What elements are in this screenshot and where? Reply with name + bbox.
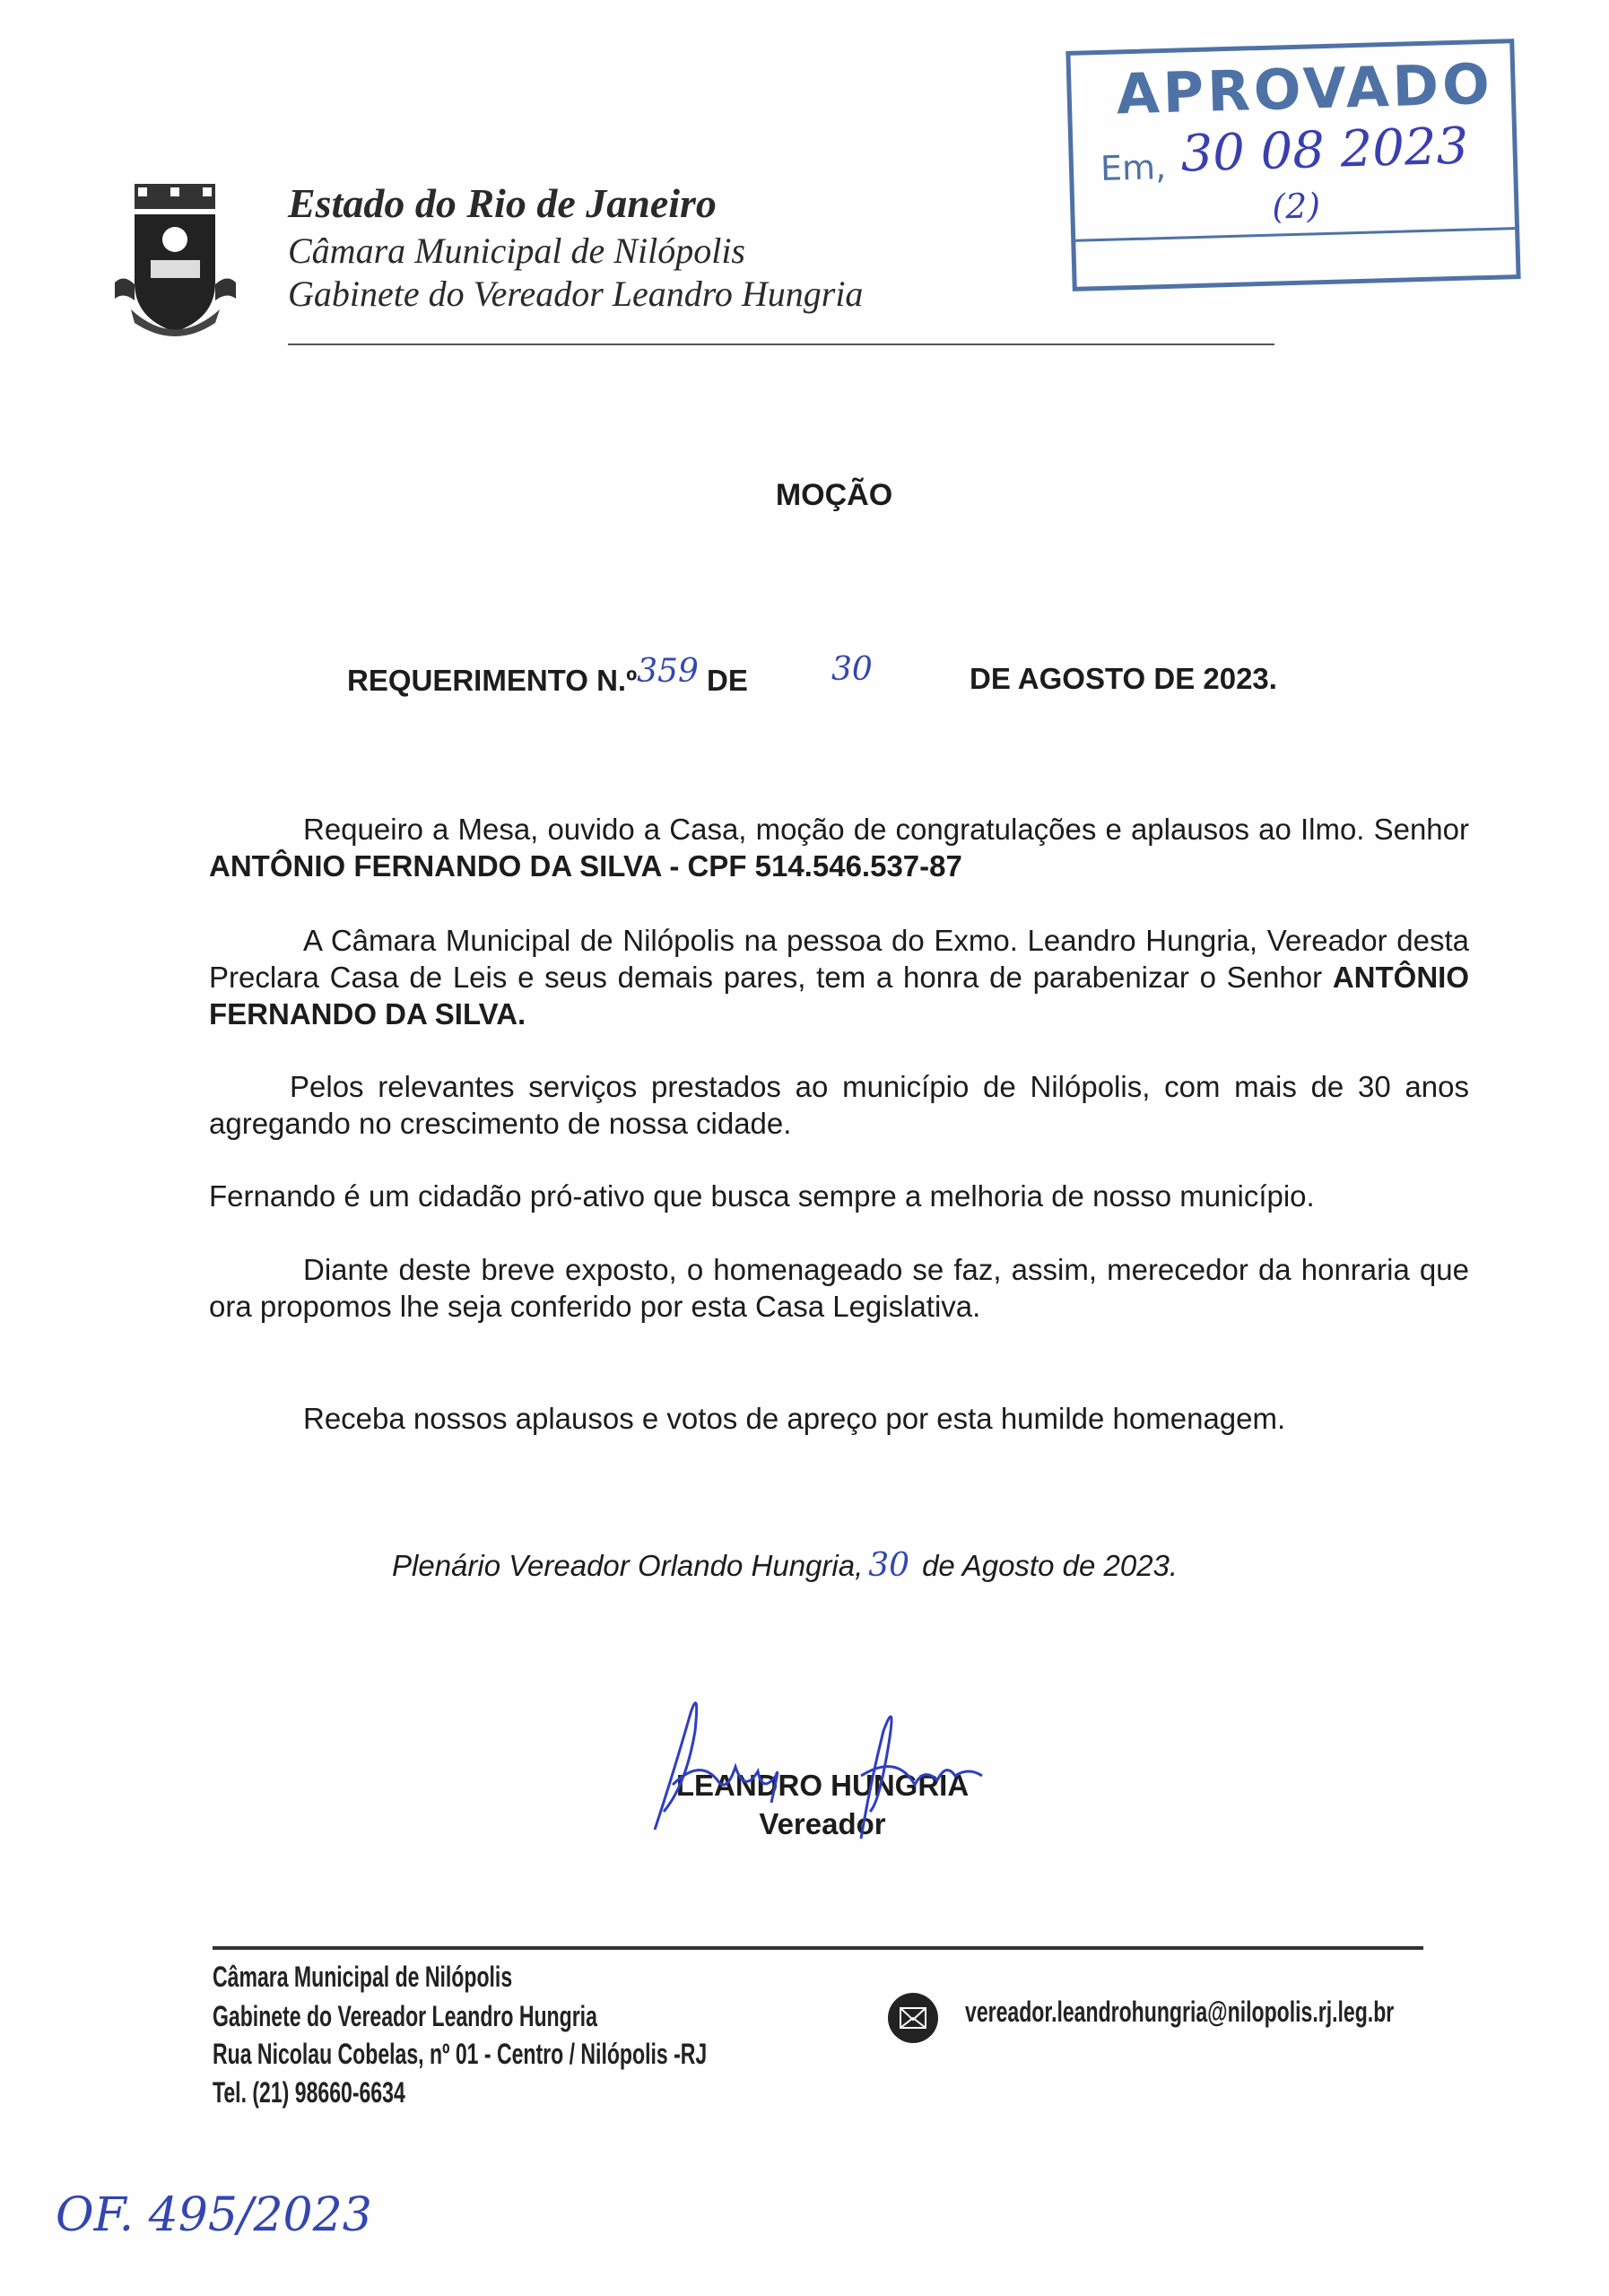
header-divider — [288, 344, 1274, 345]
honoree-name-cpf: ANTÔNIO FERNANDO DA SILVA - CPF 514.546.537-87 — [209, 849, 962, 883]
handwritten-signature — [628, 1677, 1005, 1857]
footer-phone: Tel. (21) 98660-6634 — [213, 2076, 405, 2109]
place-suffix: de Agosto de 2023. — [922, 1549, 1178, 1582]
footer-divider — [213, 1946, 1423, 1950]
paragraph-text: A Câmara Municipal de Nilópolis na pessoa do Exmo. Leandro Hungria, Vereador desta Preclara Casa de Leis e seus demais pares, tem a honra de parabenizar o Senhor — [209, 924, 1469, 994]
requirement-day: 30 — [831, 651, 873, 688]
footer-chamber: Câmara Municipal de Nilópolis — [213, 1961, 513, 1993]
place-day: 30 — [868, 1547, 910, 1584]
honoree-name: ANTÔNIO FERNANDO DA SILVA. — [209, 961, 1469, 1031]
footer-office: Gabinete do Vereador Leandro Hungria — [213, 2000, 597, 2032]
stamp-label: APROVADO — [1115, 50, 1494, 127]
approval-stamp — [1065, 39, 1520, 291]
paragraph-text: Requeiro a Mesa, ouvido a Casa, moção de congratulações e aplausos ao Ilmo. Senhor — [303, 813, 1469, 846]
place-date-line — [392, 1547, 1178, 1584]
signer-name: LEANDRO HUNGRIA — [675, 1769, 970, 1802]
requirement-de: DE — [707, 664, 748, 697]
footer-email[interactable]: vereador.leandrohungria@nilopolis.rj.leg.br — [965, 1996, 1395, 2028]
paragraph-4 — [209, 1178, 1469, 1214]
header-office: Gabinete do Vereador Leandro Hungria — [288, 274, 864, 314]
paragraph-text: Fernando é um cidadão pró-ativo que busca sempre a melhoria de nosso município. — [209, 1179, 1315, 1213]
envelope-icon — [888, 1993, 938, 2043]
requirement-suffix: DE AGOSTO DE 2023. — [970, 662, 1277, 695]
requirement-prefix: REQUERIMENTO N.º — [347, 664, 638, 697]
stamp-em: Em, — [1100, 146, 1167, 188]
signer-role: Vereador — [759, 1807, 886, 1840]
paragraph-2 — [209, 922, 1469, 1032]
stamp-initials: (2) — [1271, 186, 1321, 227]
paragraph-5 — [209, 1251, 1469, 1325]
paragraph-text: Receba nossos aplausos e votos de apreço por esta humilde homenagem. — [303, 1402, 1286, 1435]
footer-address: Rua Nicolau Cobelas, nº 01 - Centro / Nilópolis -RJ — [213, 2038, 708, 2070]
stamp-date: 30 08 2023 — [1179, 117, 1470, 184]
header-chamber: Câmara Municipal de Nilópolis — [288, 230, 745, 271]
stamp-line — [1075, 227, 1515, 242]
header-state: Estado do Rio de Janeiro — [288, 180, 717, 226]
municipal-crest-logo — [115, 184, 236, 341]
requirement-line — [347, 651, 1277, 699]
requirement-number: 359 — [637, 653, 699, 690]
paragraph-1 — [209, 811, 1469, 884]
place-prefix: Plenário Vereador Orlando Hungria, — [392, 1549, 864, 1582]
paragraph-text: Diante deste breve exposto, o homenageado se faz, assim, merecedor da honraria que ora propomos lhe seja conferido por esta Casa Legislativa. — [209, 1253, 1469, 1323]
paragraph-3 — [209, 1068, 1469, 1142]
handwritten-office-number: OF. 495/2023 — [56, 2188, 372, 2242]
document-title: MOÇÃO — [775, 478, 893, 512]
paragraph-6 — [209, 1400, 1469, 1437]
paragraph-text: Pelos relevantes serviços prestados ao município de Nilópolis, com mais de 30 anos agregando no crescimento de nossa cidade. — [209, 1070, 1469, 1140]
